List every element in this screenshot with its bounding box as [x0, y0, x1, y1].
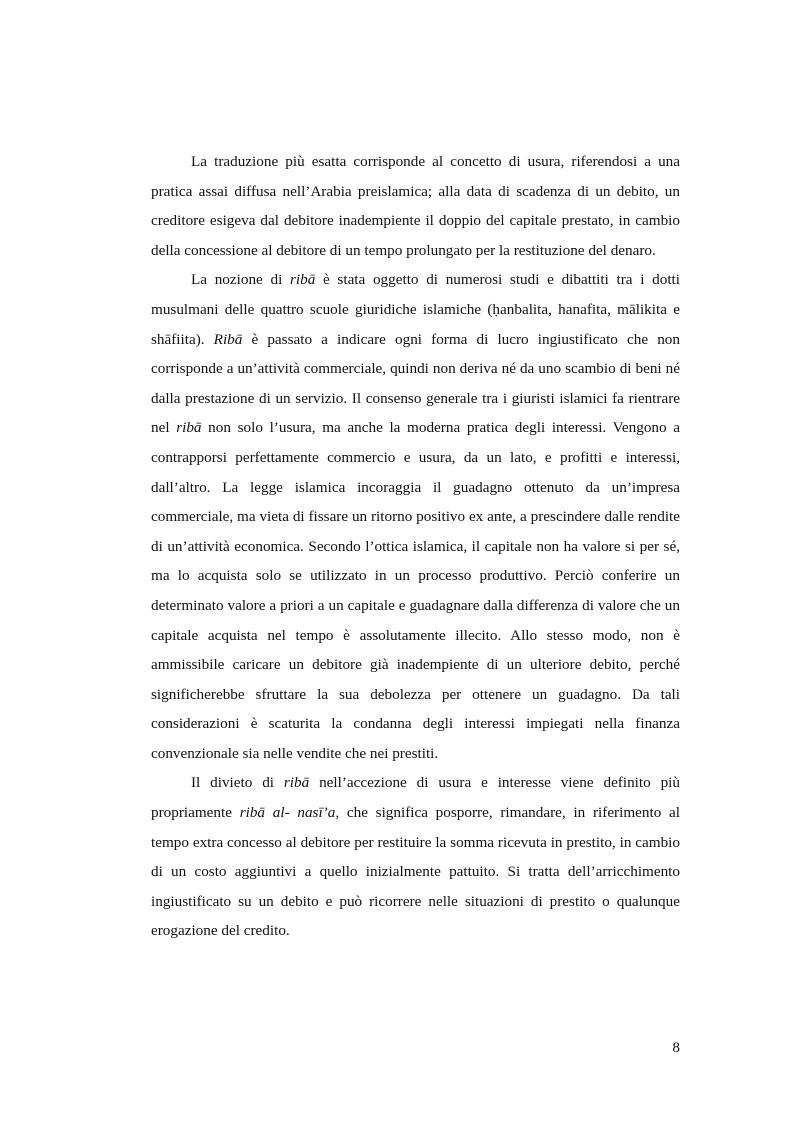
text-run: La nozione di [191, 271, 290, 289]
text-run: , che significa posporre, rimandare, in riferimento al tempo extra concesso al debitore per restituire la somma ricevuta in prestito, in cambio di un costo aggiuntivi a quello inizialmente pattuito. Si tratta dell’arricchimento ingiustificato su un debito e può ricorrere nelle situazioni di prestito o qualunque erogazione del credito. [151, 804, 680, 940]
italic-term: ribā al- nasī’a [239, 804, 336, 822]
text-run: è stata oggetto di numerosi studi e dibattiti tra i dotti musulmani delle quattro scuole giuridiche islamiche (ḥanbalita, hanafita, mālikita e shāfiita). [151, 271, 680, 348]
italic-term: ribā [283, 774, 310, 792]
text-run: è passato a indicare ogni forma di lucro ingiustificato che non corrisponde a un’attività commerciale, quindi non deriva né da uno scambio di beni né dalla prestazione di un servizio. Il consenso generale tra i giuristi islamici fa rientrare nel [151, 330, 680, 437]
italic-term: ribā [289, 271, 316, 289]
paragraph-riba-nasia [151, 768, 680, 946]
italic-term: Ribā [213, 330, 243, 348]
text-run: La traduzione più esatta corrisponde al concetto di usura, riferendosi a una pratica assai diffusa nell’Arabia preislamica; alla data di scadenza di un debito, un creditore esigeva dal debitore inadempiente il doppio del capitale prestato, in cambio della concessione al debitore di un tempo prolungato per la restituzione del denaro. [151, 153, 680, 259]
text-run: Il divieto di [191, 774, 284, 792]
italic-term: ribā [176, 419, 202, 437]
text-run: non solo l’usura, ma anche la moderna pratica degli interessi. Vengono a contrapporsi perfettamente commercio e usura, da un lato, e profitti e interessi, dall’altro. La legge islamica incoraggia il guadagno ottenuto da un’impresa commerciale, ma vieta di fissare un ritorno positivo ex ante, a prescindere dalle rendite di un’attività economica. Secondo l’ottica islamica, il capitale non ha valore si per sé, ma lo acquista solo se utilizzato in un processo produttivo. Perciò conferire un determinato valore a priori a un capitale e guadagnare dalla differenza di valore che un capitale acquista nel tempo è assolutamente illecito. Allo stesso modo, non è ammissibile caricare un debitore già inadempiente di un ulteriore debito, perché significherebbe sfruttare la sua debolezza per ottenere un guadagno. Da tali considerazioni è scaturita la condanna degli interessi impiegati nella finanza convenzionale sia nelle vendite che nei prestiti. [151, 419, 680, 762]
text-run: nell’accezione di usura e interesse viene definito più propriamente [151, 774, 680, 822]
page-number: 8 [672, 1039, 680, 1056]
document-page [151, 147, 680, 946]
paragraph-usura-definition [151, 147, 680, 265]
paragraph-riba-schools [151, 265, 680, 768]
